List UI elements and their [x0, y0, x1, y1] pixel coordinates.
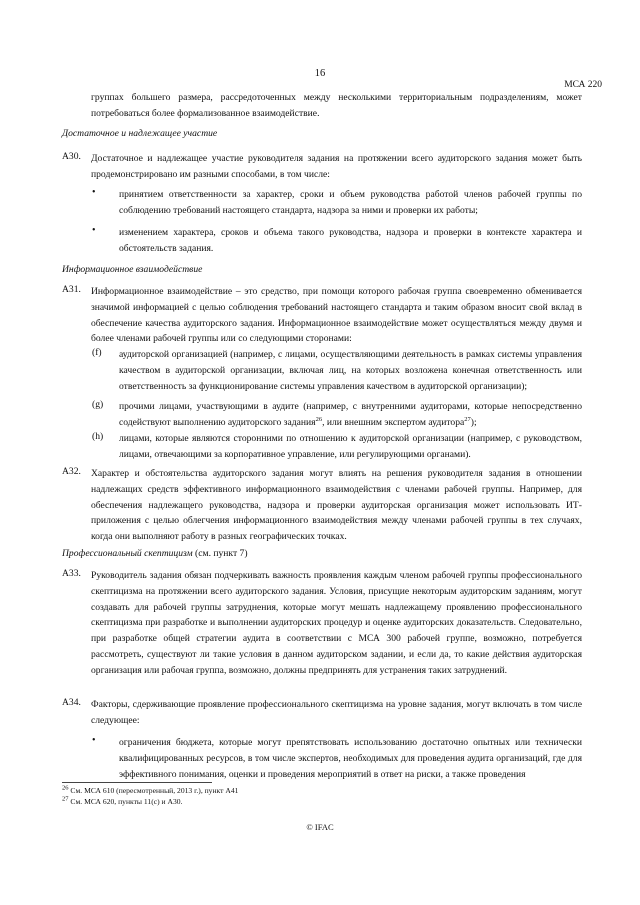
paragraph-number: A30.	[62, 151, 81, 162]
paragraph-a30: Достаточное и надлежащее участие руководителя задания на протяжении всего аудиторского задания может быть продемонстрировано им разными способами, в том числе:	[91, 153, 582, 180]
paragraph-a33: Руководитель задания обязан подчеркивать важность проявления каждым членом рабочей группы профессионального скептицизма на протяжении всего аудиторского задания. Условия, присущие некоторым аудиторским заданиям, могут создавать для рабочей группы затруднения, которые могут мешать надлежащему проявлению профессионального скептицизма при разработке и выполнении аудиторских процедур и оценке аудиторских доказательств. Следовательно, при разработке общей стратегии аудита в соответствии с МСА 300 рабочей группе, возможно, потребуется рассмотреть, существуют ли такие условия в данном аудиторском задании, и если да, то какие действия аудиторская организация или рабочая группа, возможно, должны предпринять для устранения таких затруднений.	[91, 570, 582, 676]
footnote-ref: 26	[315, 415, 323, 423]
page-number: 16	[314, 68, 326, 79]
copyright-footer: © IFAC	[306, 822, 334, 832]
bullet-marker: •	[92, 735, 96, 746]
list-item: принятием ответственности за характер, сроки и объем руководства работой членов рабочей группы по соблюдению требований настоящего стандарта, надзора за ними и проверки их работы;	[119, 189, 582, 216]
intro-paragraph: группах большего размера, рассредоточенных между несколькими территориальным подразделениям, может потребоваться более формализованное взаимодействие.	[91, 92, 582, 119]
paragraph-number: A32.	[62, 466, 81, 477]
footnote-divider	[62, 782, 212, 783]
running-head: МСА 220	[564, 80, 602, 90]
bullet-marker: •	[92, 225, 96, 236]
section-heading: Достаточное и надлежащее участие	[62, 128, 218, 139]
list-item: лицами, которые являются сторонними по отношению к аудиторской организации (например, с руководством, лицами, отвечающими за корпоративное управление, или регулирующими органами).	[119, 433, 582, 460]
footnote: $^{26}$ См. МСА 610 (пересмотренный, 2013 г.), пункт A41	[62, 784, 239, 795]
footnote: $^{27}$ См. МСА 620, пункты 11(c) и A30.	[62, 795, 183, 806]
list-marker: (f)	[92, 347, 102, 358]
paragraph-a34: Факторы, сдерживающие проявление профессионального скептицизма на уровне задания, могут включать в том числе следующее:	[91, 699, 582, 726]
bullet-marker: •	[92, 187, 96, 198]
section-heading: Профессиональный скептицизм (см. пункт 7)	[62, 548, 248, 559]
list-item: аудиторской организацией (например, с лицами, осуществляющими деятельность в рамках системы управления качеством в аудиторской организации, включая лиц, на которых возложена конечная ответственность или ответственность за функционирование системы управления качеством в аудиторской организации);	[119, 349, 582, 392]
list-item: ограничения бюджета, которые могут препятствовать использованию достаточно опытных или технически квалифицированных ресурсов, в том числе экспертов, необходимых для проведения аудита организаций, где для эффективного понимания, оценки и проведения мероприятий в ответ на риски, а также проведения	[119, 737, 582, 780]
paragraph-number: A31.	[62, 284, 81, 295]
list-item: изменением характера, сроков и объема такого руководства, надзора и проверки в контексте характера и обстоятельств задания.	[119, 227, 582, 254]
list-item: прочими лицами, участвующими в аудите (например, с внутренними аудиторами, которые непосредственно содействуют выполнению аудиторского задания$^{26}$, или внешним экспертом аудитора$^{27}$);	[119, 401, 582, 428]
footnote-ref: 27	[464, 415, 471, 423]
paragraph-a31: Информационное взаимодействие – это средство, при помощи которого рабочая группа своевременно обменивается значимой информацией с целью соблюдения требований настоящего стандарта и таким образом вносит свой вклад в обеспечение качества аудиторского задания. Информационное взаимодействие может осуществляться между двумя и более членами рабочей группы или со следующими сторонами:	[91, 286, 582, 345]
list-marker: (h)	[92, 431, 104, 442]
list-marker: (g)	[92, 399, 104, 410]
paragraph-a32: Характер и обстоятельства аудиторского задания могут влиять на решения руководителя задания в отношении надлежащих средств эффективного информационного взаимодействия с членами рабочей группы. Например, для обеспечения надлежащего руководства, надзора и проверки аудиторская организация может использовать ИТ-приложения с целью облегчения информационного взаимодействия между членами рабочей группы в тех случаях, когда они выполняют работу в разных географических точках.	[91, 468, 582, 543]
section-heading: Информационное взаимодействие	[62, 264, 203, 275]
paragraph-number: A33.	[62, 568, 81, 579]
paragraph-number: A34.	[62, 697, 81, 708]
